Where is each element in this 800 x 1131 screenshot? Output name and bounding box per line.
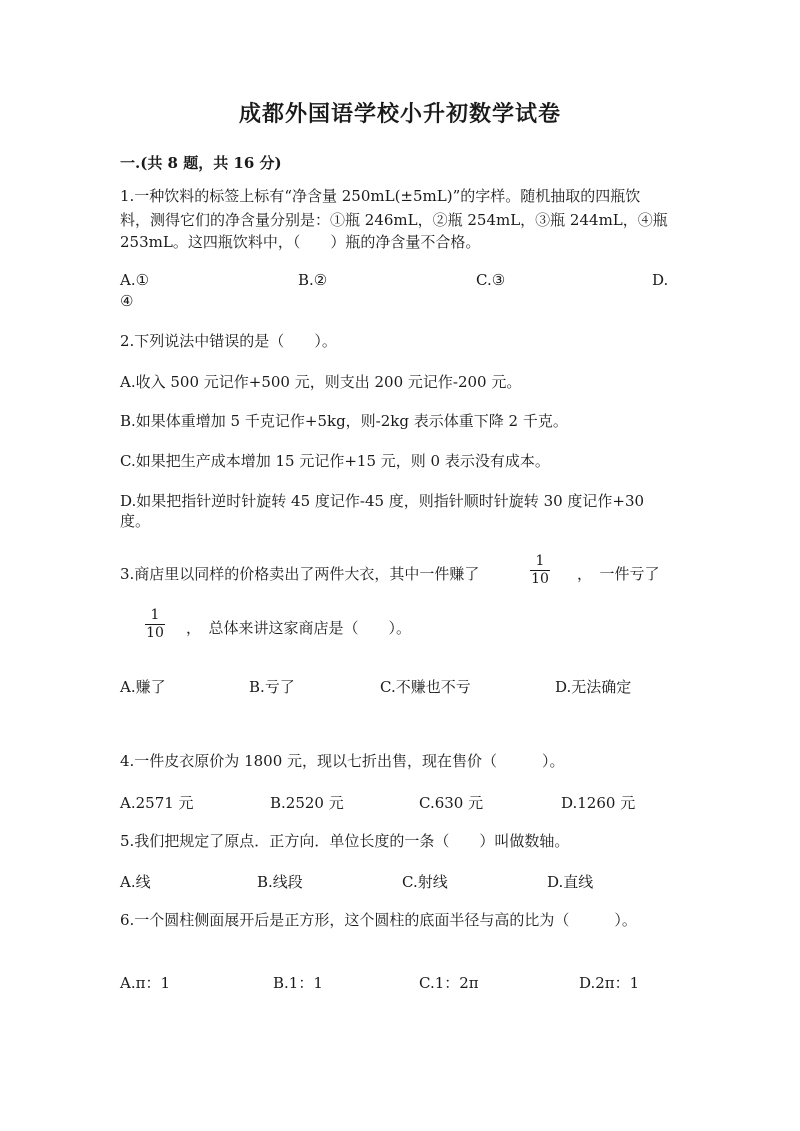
q3-fraction-1-denominator: 10 <box>531 571 549 587</box>
q6-stem: 6.一个圆柱侧面展开后是正方形，这个圆柱的底面半径与高的比为（ ）。 <box>120 911 637 929</box>
q2-option-c: C.如果把生产成本增加 15 元记作+15 元，则 0 表示没有成本。 <box>120 452 550 470</box>
q3-stem-part-1: 3.商店里以同样的价格卖出了两件大衣，其中一件赚了 <box>120 565 480 583</box>
q4-option-d: D.1260 元 <box>561 794 636 812</box>
q3-fraction-2-denominator: 10 <box>146 625 164 641</box>
q4-stem: 4.一件皮衣原价为 1800 元，现以七折出售，现在售价（ ）。 <box>120 752 565 770</box>
q3-option-c: C.不赚也不亏 <box>380 678 471 696</box>
q1-option-b: B.② <box>298 271 328 289</box>
q2-option-b: B.如果体重增加 5 千克记作+5kg，则-2kg 表示体重下降 2 千克。 <box>120 412 568 430</box>
q5-option-a: A.线 <box>120 873 151 891</box>
q3-fraction-1 <box>530 554 550 587</box>
q1-option-d-wrap: ④ <box>120 292 134 310</box>
q2-option-a: A.收入 500 元记作+500 元，则支出 200 元记作-200 元。 <box>120 373 522 391</box>
q3-fraction-2 <box>145 608 165 641</box>
q1-option-a: A.① <box>120 271 150 289</box>
q2-option-d-wrap: 度。 <box>120 512 151 530</box>
q4-option-b: B.2520 元 <box>270 794 344 812</box>
q5-stem: 5.我们把规定了原点．正方向．单位长度的一条（ ）叫做数轴。 <box>120 832 570 850</box>
q3-option-a: A.赚了 <box>120 678 166 696</box>
q1-stem-line-3: 253mL。这四瓶饮料中，（ ）瓶的净含量不合格。 <box>120 233 481 251</box>
q6-option-b: B.1：1 <box>273 974 323 992</box>
q4-option-a: A.2571 元 <box>120 794 194 812</box>
q6-option-d: D.2π：1 <box>579 974 640 992</box>
q3-option-d: D.无法确定 <box>555 678 632 696</box>
q3-stem-part-3: ， 总体来讲这家商店是（ ）。 <box>186 619 412 637</box>
q5-option-d: D.直线 <box>547 873 594 891</box>
q1-stem-line-2: 料，测得它们的净含量分别是：①瓶 246mL，②瓶 254mL，③瓶 244mL，④瓶 <box>120 211 668 229</box>
q5-option-c: C.射线 <box>402 873 448 891</box>
q4-option-c: C.630 元 <box>419 794 484 812</box>
q2-stem: 2.下列说法中错误的是（ ）。 <box>120 332 337 350</box>
section-header: 一.(共 8 题，共 16 分) <box>120 154 282 172</box>
q1-option-c: C.③ <box>476 271 506 289</box>
q3-fraction-2-numerator: 1 <box>150 607 160 623</box>
q2-option-d: D.如果把指针逆时针旋转 45 度记作-45 度，则指针顺时针旋转 30 度记作+30 <box>120 492 645 510</box>
q6-option-a: A.π：1 <box>120 974 171 992</box>
q1-option-d: D. <box>652 271 669 289</box>
q3-fraction-1-numerator: 1 <box>535 553 545 569</box>
q3-option-b: B.亏了 <box>249 678 295 696</box>
q3-stem-part-2: ， 一件亏了 <box>577 565 660 583</box>
q5-option-b: B.线段 <box>257 873 303 891</box>
page-title: 成都外国语学校小升初数学试卷 <box>238 101 561 127</box>
q1-stem-line-1: 1.一种饮料的标签上标有“净含量 250mL(±5mL)”的字样。随机抽取的四瓶饮 <box>120 187 641 205</box>
q6-option-c: C.1：2π <box>419 974 479 992</box>
